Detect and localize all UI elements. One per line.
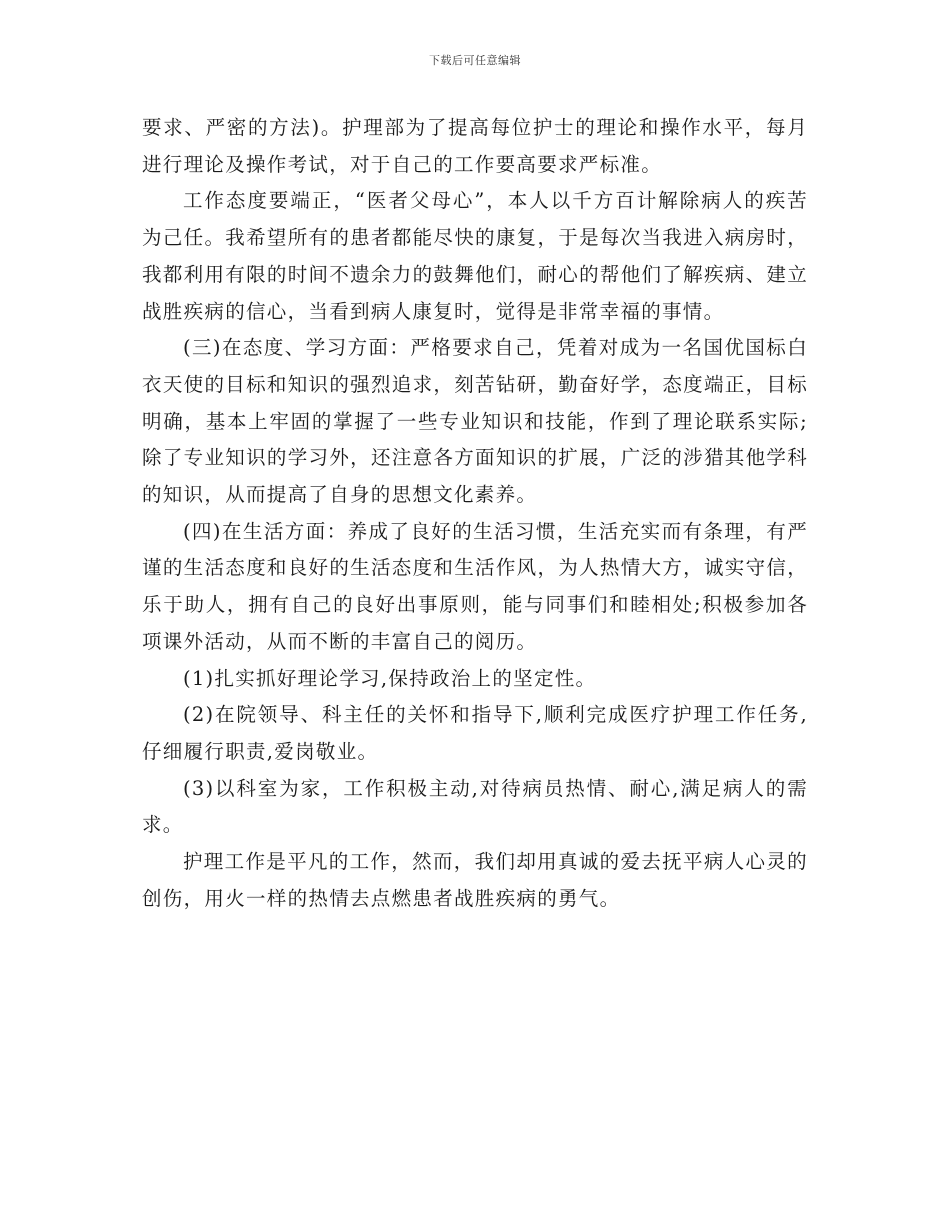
paragraph-life-aspect: (四)在生活方面：养成了良好的生活习惯，生活充实而有条理，有严谨的生活态度和良好的生活态度和生活作风，为人热情大方，诚实守信，乐于助人，拥有自己的良好出事原则，能与同事们和睦相处;积极参加各项课外活动，从而不断的丰富自己的阅历。 bbox=[142, 519, 808, 653]
list-item-3: (3)以科室为家，工作积极主动,对待病员热情、耐心,满足病人的需求。 bbox=[142, 776, 808, 837]
page-header: 下载后可任意编辑 bbox=[429, 54, 521, 67]
paragraph-study-attitude: (三)在态度、学习方面：严格要求自己，凭着对成为一名国优国标白衣天使的目标和知识的强烈追求，刻苦钻研，勤奋好学，态度端正，目标明确，基本上牢固的掌握了一些专业知识和技能，作到了理论联系实际;除了专业知识的学习外，还注意各方面知识的扩展，广泛的涉猎其他学科的知识，从而提高了自身的思想文化素养。 bbox=[142, 336, 808, 507]
list-item-1: (1)扎实抓好理论学习,保持政治上的坚定性。 bbox=[182, 666, 597, 690]
document-body bbox=[142, 110, 808, 917]
paragraph-continuation: 要求、严密的方法)。护理部为了提高每位护士的理论和操作水平，每月进行理论及操作考试，对于自己的工作要高要求严标准。 bbox=[142, 116, 808, 176]
paragraph-conclusion: 护理工作是平凡的工作，然而，我们却用真诚的爱去抚平病人心灵的创伤，用火一样的热情去点燃患者战胜疾病的勇气。 bbox=[142, 850, 808, 910]
paragraph-work-attitude: 工作态度要端正，“医者父母心”，本人以千方百计解除病人的疾苦为己任。我希望所有的患者都能尽快的康复，于是每次当我进入病房时，我都利用有限的时间不遗余力的鼓舞他们，耐心的帮他们了解疾病、建立战胜疾病的信心，当看到病人康复时，觉得是非常幸福的事情。 bbox=[142, 189, 808, 323]
list-item-2: (2)在院领导、科主任的关怀和指导下,顺利完成医疗护理工作任务,仔细履行职责,爱岗敬业。 bbox=[142, 703, 808, 763]
